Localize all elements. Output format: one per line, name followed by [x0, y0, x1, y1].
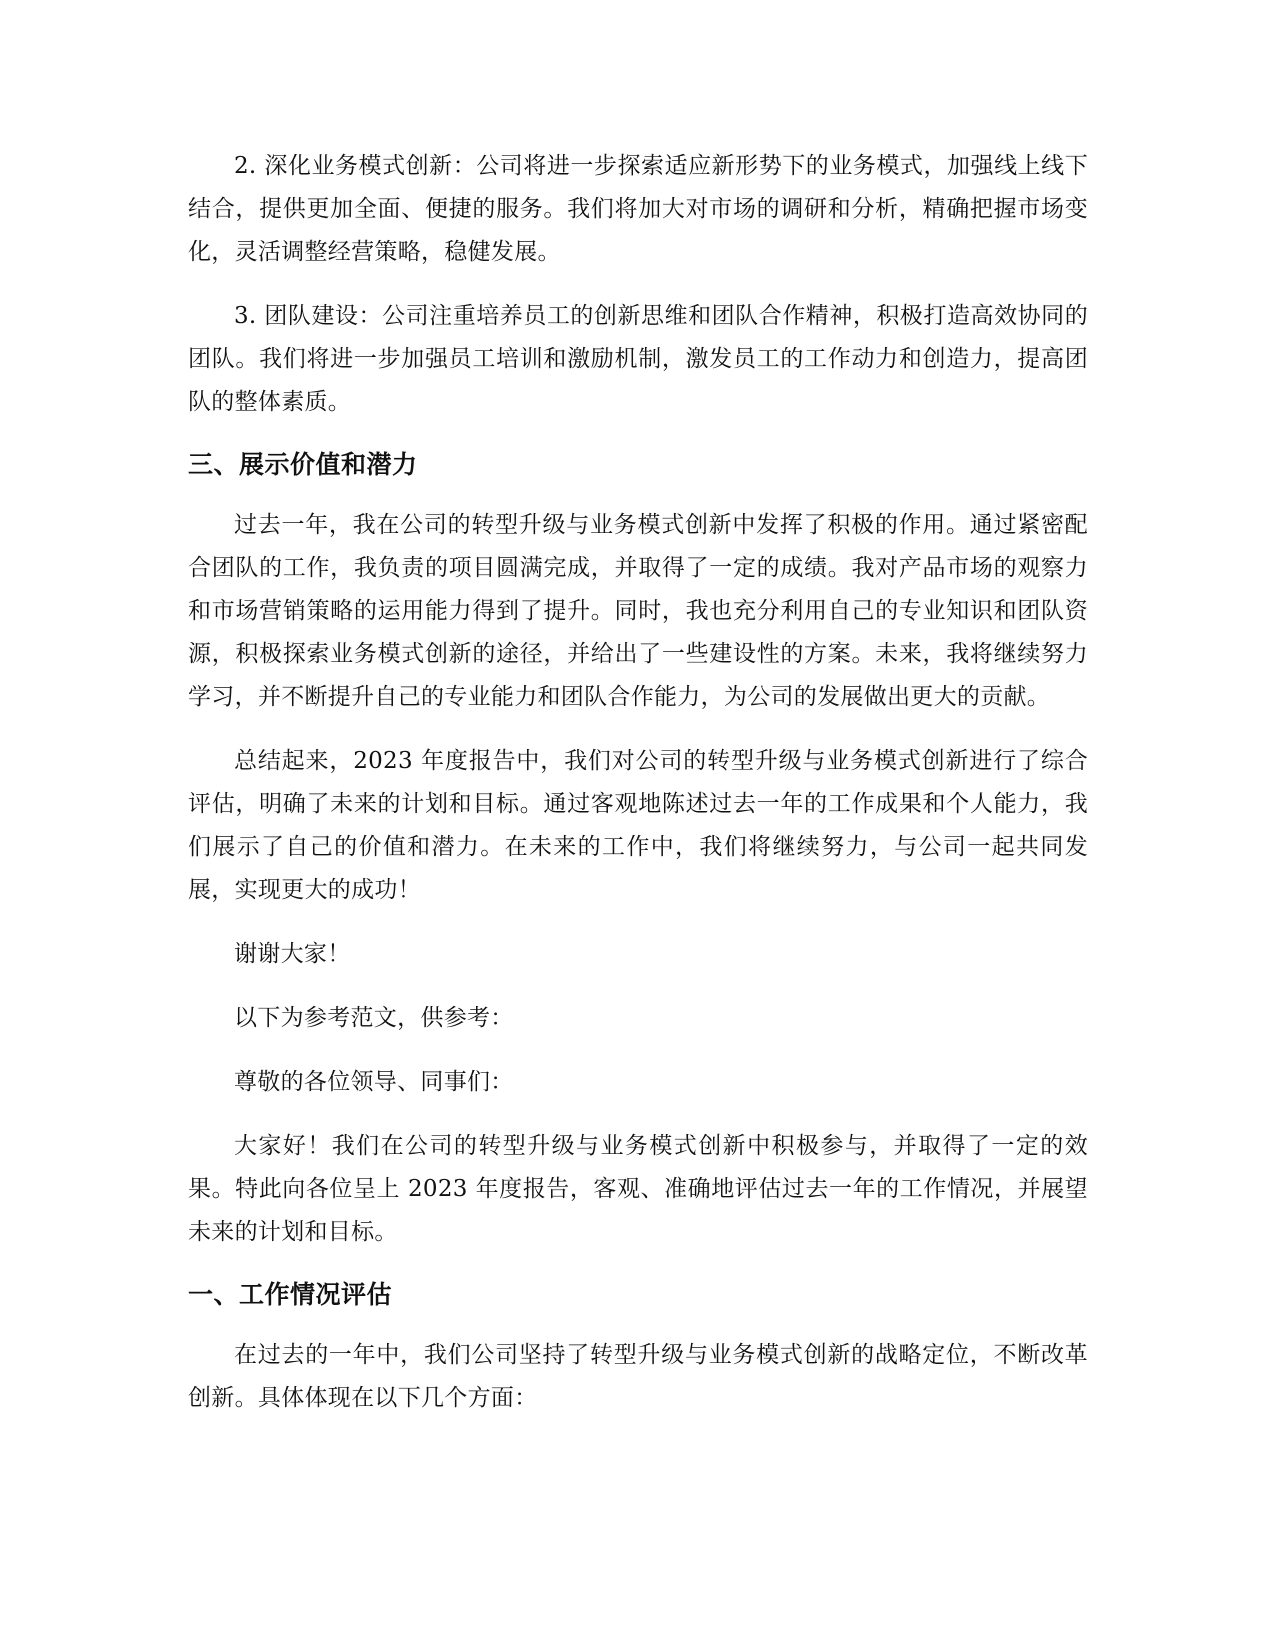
paragraph-work-evaluation: 在过去的一年中，我们公司坚持了转型升级与业务模式创新的战略定位，不断改革创新。具体体现在以下几个方面： — [188, 1342, 1088, 1411]
paragraph-salutation: 尊敬的各位领导、同事们： — [234, 1069, 514, 1095]
paragraph-greeting: 大家好！我们在公司的转型升级与业务模式创新中积极参与，并取得了一定的效果。特此向各位呈上 2023 年度报告，客观、准确地评估过去一年的工作情况，并展望未来的计划和目标。 — [188, 1133, 1088, 1245]
paragraph-past-year-role: 过去一年，我在公司的转型升级与业务模式创新中发挥了积极的作用。通过紧密配合团队的工作，我负责的项目圆满完成，并取得了一定的成绩。我对产品市场的观察力和市场营销策略的运用能力得到了提升。同时，我也充分利用自己的专业知识和团队资源，积极探索业务模式创新的途径，并给出了一些建设性的方案。未来，我将继续努力学习，并不断提升自己的专业能力和团队合作能力，为公司的发展做出更大的贡献。 — [188, 512, 1088, 710]
section-heading-value-potential: 三、展示价值和潜力 — [188, 450, 418, 479]
paragraph-summary: 总结起来，2023 年度报告中，我们对公司的转型升级与业务模式创新进行了综合评估，明确了未来的计划和目标。通过客观地陈述过去一年的工作成果和个人能力，我们展示了自己的价值和潜力。在未来的工作中，我们将继续努力，与公司一起共同发展，实现更大的成功！ — [188, 748, 1088, 903]
paragraph-thanks: 谢谢大家！ — [234, 941, 351, 967]
section-heading-work-evaluation: 一、工作情况评估 — [188, 1280, 393, 1309]
paragraph-team-building: 3. 团队建设：公司注重培养员工的创新思维和团队合作精神，积极打造高效协同的团队。我们将进一步加强员工培训和激励机制，激发员工的工作动力和创造力，提高团队的整体素质。 — [188, 303, 1088, 415]
paragraph-business-model-innovation: 2. 深化业务模式创新：公司将进一步探索适应新形势下的业务模式，加强线上线下结合，提供更加全面、便捷的服务。我们将加大对市场的调研和分析，精确把握市场变化，灵活调整经营策略，稳健发展。 — [188, 153, 1088, 265]
document-body — [188, 145, 1088, 1441]
paragraph-reference-note: 以下为参考范文，供参考： — [234, 1005, 514, 1031]
